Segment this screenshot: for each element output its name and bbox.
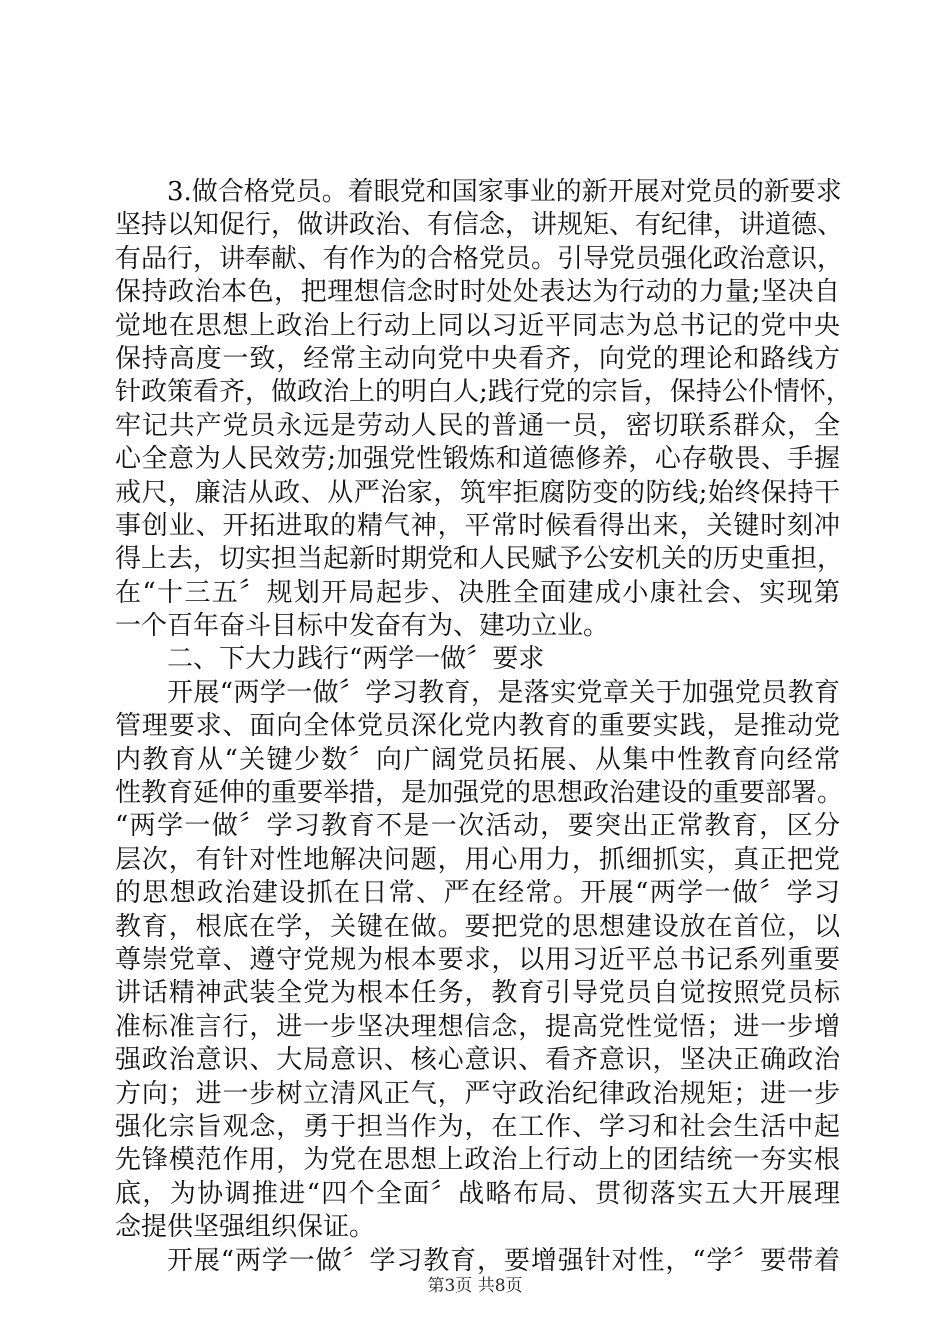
text-line: 开展“两学一做〞学习教育，要增强针对性，“学〞要带着 [167,1245,840,1276]
text-line: 保持高度一致，经常主动向党中央看齐，向党的理论和路线方 [115,343,840,374]
text-line: 得上去，切实担当起新时期党和人民赋予公安机关的历史重担， [115,544,844,575]
text-line: 牢记共产党员永远是劳动人民的普通一员，密切联系群众，全 [115,410,840,441]
text-line: “两学一做〞学习教育不是一次活动，要突出正常教育，区分 [115,811,840,842]
text-line: 的思想政治建设抓在日常、严在经常。开展“两学一做〞学习 [115,878,840,909]
text-line: 讲话精神武装全党为根本任务，教育引导党员自觉按照党员标 [115,978,840,1009]
text-line: 在“十三五〞规划开局起步、决胜全面建成小康社会、实现第 [115,577,840,608]
text-line: 开展“两学一做〞学习教育，是落实党章关于加强党员教育 [167,677,840,708]
text-line: 底，为协调推进“四个全面〞战略布局、贯彻落实五大开展理 [115,1178,840,1209]
text-line: 坚持以知促行，做讲政治、有信念，讲规矩、有纪律，讲道德、 [115,210,844,241]
text-line: 有品行，讲奉献、有作为的合格党员。引导党员强化政治意识， [115,243,844,274]
text-line: 内教育从“关键少数〞向广阔党员拓展、从集中性教育向经常 [115,744,840,775]
text-line: 保持政治本色，把理想信念时时处处表达为行动的力量;坚决自 [115,277,840,308]
page-footer: 第3页 共8页 [427,1276,523,1296]
text-line: 层次，有针对性地解决问题，用心用力，抓细抓实，真正把党 [115,844,840,875]
text-line: 管理要求、面向全体党员深化党内教育的重要实践，是推动党 [115,711,840,742]
text-line: 强政治意识、大局意识、核心意识、看齐意识，坚决正确政治 [115,1045,840,1076]
text-line: 觉地在思想上政治上行动上同以习近平同志为总书记的党中央 [115,310,840,341]
text-line: 尊崇党章、遵守党规为根本要求，以用习近平总书记系列重要 [115,944,840,975]
text-line: 事创业、开拓进取的精气神，平常时候看得出来，关键时刻冲 [115,510,840,541]
text-line: 戒尺，廉洁从政、从严治家，筑牢拒腐防变的防线;始终保持干 [115,477,840,508]
text-line: 方向；进一步树立清风正气，严守政治纪律政治规矩；进一步 [115,1078,840,1109]
text-line: 念提供坚强组织保证。 [115,1212,376,1243]
text-line: 心全意为人民效劳;加强党性锻炼和道德修养，心存敬畏、手握 [115,444,840,475]
text-line: 性教育延伸的重要举措，是加强党的思想政治建设的重要部署。 [115,778,844,809]
text-line: 针政策看齐，做政治上的明白人;践行党的宗旨，保持公仆情怀， [115,377,852,408]
document-body [115,176,852,1278]
text-line: 二、下大力践行“两学一做〞要求 [167,644,545,675]
text-line: 教育，根底在学，关键在做。要把党的思想建设放在首位，以 [115,911,840,942]
text-line: 强化宗旨观念，勇于担当作为，在工作、学习和社会生活中起 [115,1111,840,1142]
text-line: 准标准言行，进一步坚决理想信念，提高党性觉悟；进一步增 [115,1011,840,1042]
text-line: 一个百年奋斗目标中发奋有为、建功立业。 [115,611,610,642]
text-line: 先锋模范作用，为党在思想上政治上行动上的团结统一夯实根 [115,1145,840,1176]
text-line: 3.做合格党员。着眼党和国家事业的新开展对党员的新要求 [167,177,842,207]
